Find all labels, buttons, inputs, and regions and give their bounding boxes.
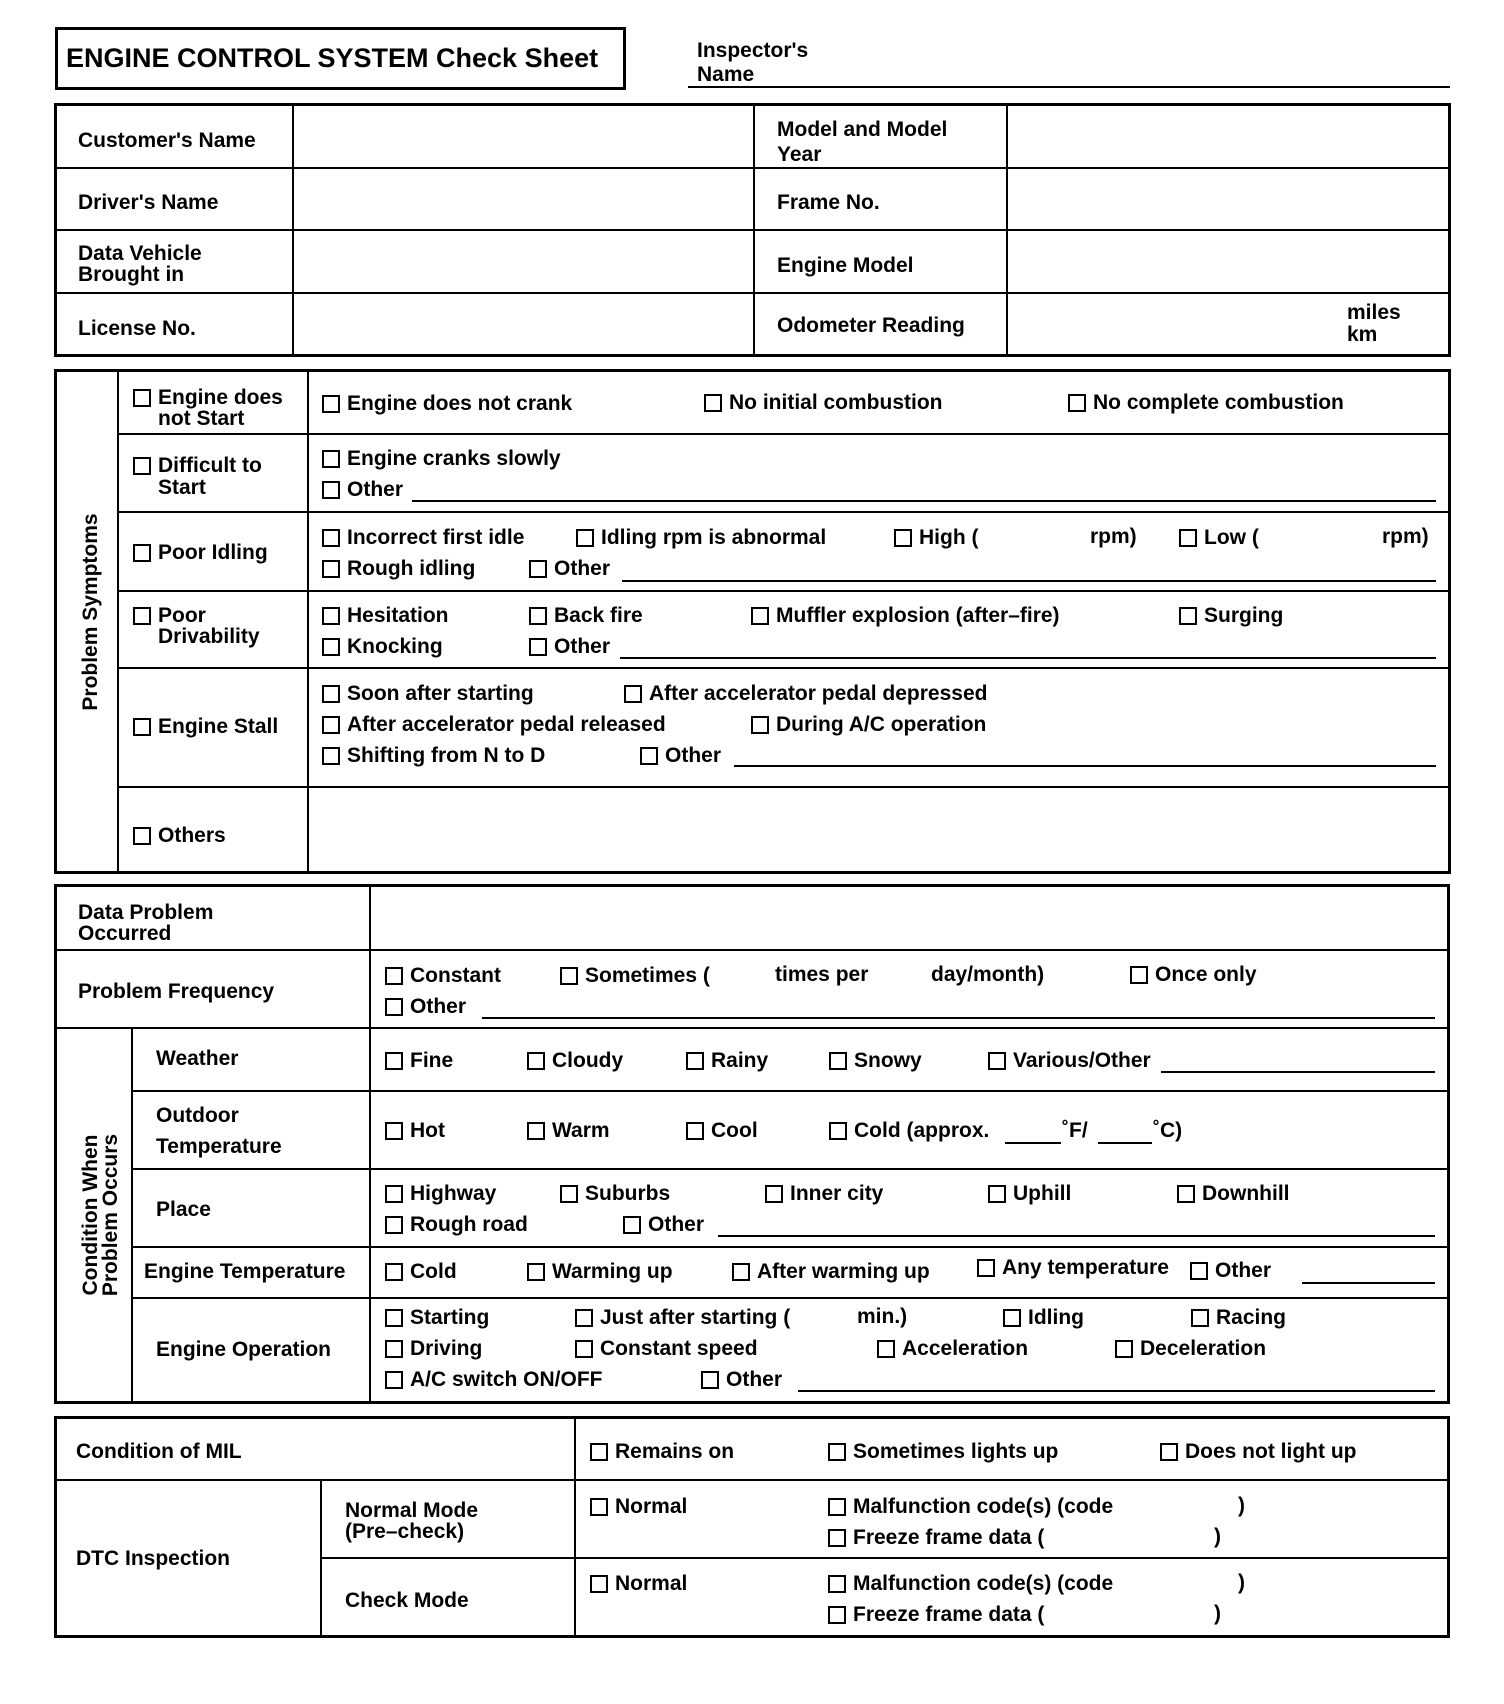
- close-paren: ): [1238, 1571, 1245, 1594]
- back-fire-checkbox[interactable]: [529, 605, 643, 627]
- checkbox-label: Other: [726, 1368, 783, 1391]
- checkbox-label: Once only: [1155, 963, 1257, 986]
- checkbox-label: Snowy: [854, 1049, 922, 1072]
- data-vehicle-label-2: Brought in: [78, 263, 185, 286]
- checkbox-icon: [322, 747, 340, 765]
- engine-does-not-crank-checkbox[interactable]: [322, 393, 572, 415]
- stall-other-field[interactable]: [734, 765, 1436, 767]
- checkbox-label: Freeze frame data (: [853, 1526, 1045, 1549]
- place-rough-road-checkbox[interactable]: [385, 1214, 528, 1236]
- fahrenheit-field[interactable]: [1005, 1142, 1061, 1144]
- checkbox-label: Rough idling: [347, 557, 476, 580]
- checkbox-label: Deceleration: [1140, 1337, 1267, 1360]
- surging-checkbox[interactable]: [1179, 605, 1283, 627]
- checkbox-label: Just after starting (: [600, 1306, 791, 1329]
- checkbox-label: Cloudy: [552, 1049, 624, 1072]
- place-downhill-checkbox[interactable]: [1177, 1183, 1290, 1205]
- no-initial-combustion-checkbox[interactable]: [704, 392, 943, 414]
- odometer-label: Odometer Reading: [777, 314, 965, 337]
- checkbox-label: Remains on: [615, 1440, 735, 1463]
- engine-temp-warming-checkbox[interactable]: [527, 1261, 673, 1283]
- divider: [55, 167, 1450, 169]
- drivability-other-field[interactable]: [620, 657, 1436, 659]
- check-mode-freeze-checkbox[interactable]: [828, 1604, 1044, 1626]
- checkbox-label: High (: [919, 526, 979, 549]
- checkbox-icon: [322, 685, 340, 703]
- fahrenheit-unit: ˚F/: [1062, 1119, 1088, 1142]
- checkbox-label: After accelerator pedal depressed: [649, 682, 988, 705]
- weather-rainy-checkbox[interactable]: [686, 1050, 768, 1072]
- checkbox-icon: [640, 747, 658, 765]
- model-year-label-2: Year: [777, 143, 822, 166]
- outdoor-temperature-label-2: Temperature: [156, 1135, 282, 1158]
- no-complete-combustion-checkbox[interactable]: [1068, 392, 1344, 414]
- checkbox-label: Hot: [410, 1119, 445, 1142]
- checkbox-icon: [576, 529, 594, 547]
- checkbox-label: Suburbs: [585, 1182, 671, 1205]
- place-highway-checkbox[interactable]: [385, 1183, 496, 1205]
- divider: [131, 1028, 133, 1403]
- engine-temp-cold-checkbox[interactable]: [385, 1261, 457, 1283]
- checkbox-label: Cold (approx.: [854, 1119, 990, 1142]
- checkbox-icon: [765, 1185, 783, 1203]
- checkbox-label: Starting: [410, 1306, 490, 1329]
- date-occurred-label-2: Occurred: [78, 922, 172, 945]
- checkbox-label: Others: [158, 824, 226, 847]
- checkbox-label: Driving: [410, 1337, 483, 1360]
- checkbox-icon: [385, 1122, 403, 1140]
- checkbox-label: Normal: [615, 1495, 688, 1518]
- divider: [307, 370, 309, 873]
- divider: [55, 1027, 1449, 1029]
- engine-operation-label: Engine Operation: [156, 1338, 332, 1361]
- divider: [132, 1090, 1449, 1092]
- place-other-checkbox[interactable]: [623, 1214, 704, 1236]
- checkbox-label: Poor: [158, 604, 206, 627]
- checkbox-label: Fine: [410, 1049, 454, 1072]
- checkbox-label: Hesitation: [347, 604, 449, 627]
- checkbox-icon: [322, 481, 340, 499]
- checkbox-label: Freeze frame data (: [853, 1603, 1045, 1626]
- checkbox-icon: [133, 718, 151, 736]
- engine-model-label: Engine Model: [777, 254, 914, 277]
- frame-no-label: Frame No.: [777, 191, 880, 214]
- weather-other-field[interactable]: [1161, 1071, 1435, 1073]
- checkbox-icon: [1130, 966, 1148, 984]
- checkbox-label: Other: [554, 557, 611, 580]
- checkbox-icon: [322, 607, 340, 625]
- constant-checkbox[interactable]: [385, 965, 501, 987]
- sometimes-checkbox[interactable]: [560, 965, 710, 987]
- idle-low-unit: rpm): [1382, 525, 1429, 548]
- checkbox-icon: [527, 1122, 545, 1140]
- mil-remains-on-checkbox[interactable]: [590, 1441, 734, 1463]
- normal-mode-freeze-checkbox[interactable]: [828, 1527, 1044, 1549]
- outdoor-hot-checkbox[interactable]: [385, 1120, 445, 1142]
- checkbox-icon: [133, 389, 151, 407]
- normal-mode-label-2: (Pre–check): [345, 1520, 465, 1543]
- checkbox-icon: [1191, 1309, 1209, 1327]
- divider: [55, 1479, 1449, 1481]
- engine-stall-checkbox[interactable]: [133, 716, 278, 738]
- checkbox-label: Malfunction code(s) (code: [853, 1572, 1114, 1595]
- checkbox-icon: [624, 685, 642, 703]
- checkbox-icon: [1160, 1443, 1178, 1461]
- checkbox-label: Other: [1215, 1259, 1272, 1282]
- checkbox-icon: [385, 1216, 403, 1234]
- day-month-label: day/month): [931, 963, 1045, 986]
- place-suburbs-checkbox[interactable]: [560, 1183, 670, 1205]
- checkbox-label: Cool: [711, 1119, 758, 1142]
- poor-idling-checkbox[interactable]: [133, 542, 268, 564]
- others-checkbox[interactable]: [133, 825, 226, 847]
- model-year-label: Model and Model: [777, 118, 948, 141]
- divider: [55, 949, 1449, 951]
- checkbox-icon: [322, 395, 340, 413]
- divider: [132, 1246, 1449, 1248]
- close-paren: ): [1214, 1525, 1221, 1548]
- checkbox-icon: [133, 607, 151, 625]
- engine-does-not-start-checkbox[interactable]: [133, 387, 283, 409]
- checkbox-icon: [529, 560, 547, 578]
- checkbox-label: Engine does: [158, 386, 283, 409]
- checkbox-icon: [988, 1185, 1006, 1203]
- knocking-checkbox[interactable]: [322, 636, 443, 658]
- op-driving-checkbox[interactable]: [385, 1338, 482, 1360]
- checkbox-icon: [988, 1052, 1006, 1070]
- checkbox-label: After accelerator pedal released: [347, 713, 666, 736]
- checkbox-icon: [590, 1443, 608, 1461]
- mil-sometimes-checkbox[interactable]: [828, 1441, 1058, 1463]
- checkbox-label: Low (: [1204, 526, 1259, 549]
- muffler-explosion-checkbox[interactable]: [751, 605, 1060, 627]
- checkbox-label: Any temperature: [1002, 1256, 1169, 1279]
- weather-various-checkbox[interactable]: [988, 1050, 1151, 1072]
- incorrect-first-idle-checkbox[interactable]: [322, 527, 524, 549]
- checkbox-label: Sometimes (: [585, 964, 710, 987]
- checkbox-icon: [701, 1371, 719, 1389]
- checkbox-icon: [322, 529, 340, 547]
- checkbox-icon: [894, 529, 912, 547]
- frequency-other-field[interactable]: [482, 1017, 1435, 1019]
- place-label: Place: [156, 1198, 211, 1221]
- idling-rpm-abnormal-checkbox[interactable]: [576, 527, 826, 549]
- normal-mode-label: Normal Mode: [345, 1499, 479, 1522]
- celsius-field[interactable]: [1098, 1142, 1152, 1144]
- idling-other-checkbox[interactable]: [529, 558, 610, 580]
- checkbox-icon: [385, 1185, 403, 1203]
- checkbox-label: Surging: [1204, 604, 1284, 627]
- divider: [132, 1168, 1449, 1170]
- after-pedal-released-checkbox[interactable]: [322, 714, 666, 736]
- checkbox-icon: [828, 1498, 846, 1516]
- checkbox-icon: [385, 1052, 403, 1070]
- during-ac-operation-checkbox[interactable]: [751, 714, 986, 736]
- times-per-label: times per: [775, 963, 869, 986]
- weather-fine-checkbox[interactable]: [385, 1050, 453, 1072]
- close-paren: ): [1214, 1602, 1221, 1625]
- checkbox-icon: [575, 1309, 593, 1327]
- divider: [118, 786, 1450, 788]
- checkbox-icon: [1068, 394, 1086, 412]
- data-vehicle-label: Data Vehicle: [78, 242, 202, 265]
- outdoor-temperature-label: Outdoor: [156, 1104, 239, 1127]
- checkbox-label: Other: [410, 995, 467, 1018]
- op-min-unit: min.): [857, 1305, 908, 1328]
- checkbox-icon: [829, 1122, 847, 1140]
- normal-mode-normal-checkbox[interactable]: [590, 1496, 687, 1518]
- op-ac-switch-checkbox[interactable]: [385, 1369, 603, 1391]
- op-other-field[interactable]: [798, 1390, 1435, 1392]
- checkbox-label: Knocking: [347, 635, 443, 658]
- checkbox-icon: [686, 1052, 704, 1070]
- hesitation-checkbox[interactable]: [322, 605, 449, 627]
- checkbox-icon: [751, 716, 769, 734]
- checkbox-icon: [560, 1185, 578, 1203]
- checkbox-icon: [527, 1052, 545, 1070]
- checkbox-label: Inner city: [790, 1182, 884, 1205]
- divider: [118, 667, 1450, 669]
- place-other-field[interactable]: [718, 1235, 1435, 1237]
- difficult-to-start-label-2: Start: [158, 476, 206, 499]
- checkbox-icon: [527, 1263, 545, 1281]
- checkbox-icon: [385, 1371, 403, 1389]
- checkbox-label: Does not light up: [1185, 1440, 1357, 1463]
- stall-other-checkbox[interactable]: [640, 745, 721, 767]
- once-only-checkbox[interactable]: [1130, 964, 1257, 986]
- checkbox-icon: [322, 716, 340, 734]
- checkbox-icon: [704, 394, 722, 412]
- divider: [55, 292, 1450, 294]
- divider: [132, 1297, 1449, 1299]
- checkbox-label: Highway: [410, 1182, 497, 1205]
- checkbox-label: Other: [648, 1213, 705, 1236]
- weather-label: Weather: [156, 1047, 239, 1070]
- checkbox-label: Shifting from N to D: [347, 744, 546, 767]
- place-uphill-checkbox[interactable]: [988, 1183, 1071, 1205]
- odometer-unit-miles: miles: [1347, 301, 1401, 324]
- divider: [117, 370, 119, 873]
- checkbox-label: Rainy: [711, 1049, 769, 1072]
- checkbox-icon: [828, 1606, 846, 1624]
- checkbox-icon: [828, 1443, 846, 1461]
- checkbox-label: Difficult to: [158, 454, 262, 477]
- checkbox-icon: [1190, 1262, 1208, 1280]
- checkbox-label: After warming up: [757, 1260, 930, 1283]
- op-idling-checkbox[interactable]: [1003, 1307, 1084, 1329]
- celsius-unit: ˚C): [1153, 1119, 1183, 1142]
- close-paren: ): [1238, 1494, 1245, 1517]
- checkbox-icon: [1177, 1185, 1195, 1203]
- checkbox-icon: [732, 1263, 750, 1281]
- checkbox-label: Poor Idling: [158, 541, 268, 564]
- divider: [574, 1417, 576, 1637]
- checkbox-label: Uphill: [1013, 1182, 1072, 1205]
- checkbox-icon: [977, 1259, 995, 1277]
- op-constant-speed-checkbox[interactable]: [575, 1338, 758, 1360]
- checkbox-icon: [385, 1340, 403, 1358]
- checkbox-label: Back fire: [554, 604, 643, 627]
- outdoor-cold-checkbox[interactable]: [829, 1120, 989, 1142]
- checkbox-label: Other: [554, 635, 611, 658]
- inspector-label-2: Name: [697, 63, 755, 86]
- checkbox-icon: [133, 457, 151, 475]
- customer-name-label: Customer's Name: [78, 129, 256, 152]
- op-starting-checkbox[interactable]: [385, 1307, 489, 1329]
- check-mode-malfunction-checkbox[interactable]: [828, 1573, 1113, 1595]
- place-inner-city-checkbox[interactable]: [765, 1183, 883, 1205]
- checkbox-icon: [751, 607, 769, 625]
- engine-does-not-start-label-2: not Start: [158, 407, 245, 430]
- weather-snowy-checkbox[interactable]: [829, 1050, 922, 1072]
- op-racing-checkbox[interactable]: [1191, 1307, 1286, 1329]
- checkbox-label: Warm: [552, 1119, 610, 1142]
- checkbox-label: Downhill: [1202, 1182, 1290, 1205]
- checkbox-label: Warming up: [552, 1260, 673, 1283]
- normal-mode-malfunction-checkbox[interactable]: [828, 1496, 1113, 1518]
- checkbox-label: Incorrect first idle: [347, 526, 525, 549]
- checkbox-icon: [322, 638, 340, 656]
- checkbox-label: Engine cranks slowly: [347, 447, 561, 470]
- mil-does-not-light-checkbox[interactable]: [1160, 1441, 1356, 1463]
- check-mode-normal-checkbox[interactable]: [590, 1573, 687, 1595]
- divider: [118, 590, 1450, 592]
- op-acceleration-checkbox[interactable]: [877, 1338, 1028, 1360]
- checkbox-label: Rough road: [410, 1213, 528, 1236]
- checkbox-label: Soon after starting: [347, 682, 534, 705]
- checkbox-label: Idling rpm is abnormal: [601, 526, 827, 549]
- poor-drivability-label-2: Drivability: [158, 625, 260, 648]
- checkbox-icon: [322, 560, 340, 578]
- rough-idling-checkbox[interactable]: [322, 558, 475, 580]
- license-no-label: License No.: [78, 317, 196, 340]
- odometer-unit-km: km: [1347, 323, 1378, 346]
- op-deceleration-checkbox[interactable]: [1115, 1338, 1266, 1360]
- divider: [118, 433, 1450, 435]
- checkbox-label: Constant speed: [600, 1337, 758, 1360]
- difficult-to-start-checkbox[interactable]: [133, 455, 262, 477]
- shifting-n-to-d-checkbox[interactable]: [322, 745, 545, 767]
- inspector-name-field[interactable]: [688, 86, 1450, 88]
- engine-temp-any-checkbox[interactable]: [977, 1257, 1169, 1279]
- idle-high-unit: rpm): [1090, 525, 1137, 548]
- checkbox-label: Normal: [615, 1572, 688, 1595]
- drivers-name-label: Driver's Name: [78, 191, 219, 214]
- checkbox-label: Constant: [410, 964, 501, 987]
- page-title: ENGINE CONTROL SYSTEM Check Sheet: [55, 27, 626, 90]
- checkbox-icon: [322, 450, 340, 468]
- check-mode-label: Check Mode: [345, 1589, 469, 1612]
- idle-low-checkbox[interactable]: [1179, 527, 1259, 549]
- after-pedal-depressed-checkbox[interactable]: [624, 683, 987, 705]
- frequency-other-checkbox[interactable]: [385, 996, 466, 1018]
- checkbox-label: A/C switch ON/OFF: [410, 1368, 603, 1391]
- checkbox-label: Muffler explosion (after–fire): [776, 604, 1060, 627]
- mil-condition-label: Condition of MIL: [76, 1440, 242, 1463]
- op-just-after-starting-checkbox[interactable]: [575, 1307, 790, 1329]
- divider: [118, 511, 1450, 513]
- checkbox-icon: [590, 1575, 608, 1593]
- checkbox-icon: [877, 1340, 895, 1358]
- condition-when-label: Condition When: [79, 1134, 102, 1296]
- divider: [321, 1557, 1449, 1559]
- checkbox-label: Other: [665, 744, 722, 767]
- checkbox-label: Malfunction code(s) (code: [853, 1495, 1114, 1518]
- checkbox-icon: [590, 1498, 608, 1516]
- poor-drivability-checkbox[interactable]: [133, 605, 206, 627]
- checkbox-icon: [529, 638, 547, 656]
- checkbox-label: Racing: [1216, 1306, 1287, 1329]
- checkbox-label: Sometimes lights up: [853, 1440, 1059, 1463]
- condition-when-label-2: Problem Occurs: [99, 1133, 122, 1297]
- divider: [55, 229, 1450, 231]
- checkbox-icon: [133, 827, 151, 845]
- inspector-label: Inspector's: [697, 39, 809, 62]
- checkbox-label: Engine does not crank: [347, 392, 573, 415]
- difficult-other-field[interactable]: [412, 500, 1436, 502]
- checkbox-icon: [385, 1309, 403, 1327]
- checkbox-label: Acceleration: [902, 1337, 1029, 1360]
- checkbox-label: During A/C operation: [776, 713, 987, 736]
- engine-temp-other-field[interactable]: [1302, 1282, 1435, 1284]
- idle-high-checkbox[interactable]: [894, 527, 978, 549]
- checkbox-label: Idling: [1028, 1306, 1084, 1329]
- checkbox-icon: [529, 607, 547, 625]
- checkbox-icon: [1179, 607, 1197, 625]
- checkbox-icon: [560, 967, 578, 985]
- weather-cloudy-checkbox[interactable]: [527, 1050, 623, 1072]
- outdoor-warm-checkbox[interactable]: [527, 1120, 610, 1142]
- checkbox-label: Various/Other: [1013, 1049, 1151, 1072]
- dtc-inspection-label: DTC Inspection: [76, 1547, 231, 1570]
- outdoor-cool-checkbox[interactable]: [686, 1120, 758, 1142]
- checkbox-icon: [828, 1575, 846, 1593]
- checkbox-icon: [575, 1340, 593, 1358]
- drivability-other-checkbox[interactable]: [529, 636, 610, 658]
- checkbox-icon: [385, 967, 403, 985]
- engine-temperature-label: Engine Temperature: [144, 1260, 346, 1283]
- divider: [369, 885, 371, 1403]
- date-occurred-label: Data Problem: [78, 901, 214, 924]
- checkbox-icon: [686, 1122, 704, 1140]
- checkbox-icon: [829, 1052, 847, 1070]
- checkbox-icon: [385, 998, 403, 1016]
- checkbox-label: Engine Stall: [158, 715, 279, 738]
- checkbox-label: No initial combustion: [729, 391, 943, 414]
- checkbox-label: Other: [347, 478, 404, 501]
- checkbox-icon: [385, 1263, 403, 1281]
- problem-symptoms-label: Problem Symptoms: [79, 513, 102, 711]
- op-other-checkbox[interactable]: [701, 1369, 782, 1391]
- difficult-other-checkbox[interactable]: [322, 479, 403, 501]
- engine-temp-after-warming-checkbox[interactable]: [732, 1261, 930, 1283]
- checkbox-icon: [133, 544, 151, 562]
- checkbox-icon: [1179, 529, 1197, 547]
- checkbox-label: No complete combustion: [1093, 391, 1344, 414]
- soon-after-starting-checkbox[interactable]: [322, 683, 534, 705]
- checkbox-label: Cold: [410, 1260, 457, 1283]
- engine-cranks-slowly-checkbox[interactable]: [322, 448, 561, 470]
- idling-other-field[interactable]: [622, 580, 1436, 582]
- checkbox-icon: [1115, 1340, 1133, 1358]
- checkbox-icon: [828, 1529, 846, 1547]
- engine-temp-other-checkbox[interactable]: [1190, 1260, 1271, 1282]
- checkbox-icon: [623, 1216, 641, 1234]
- problem-frequency-label: Problem Frequency: [78, 980, 275, 1003]
- checkbox-icon: [1003, 1309, 1021, 1327]
